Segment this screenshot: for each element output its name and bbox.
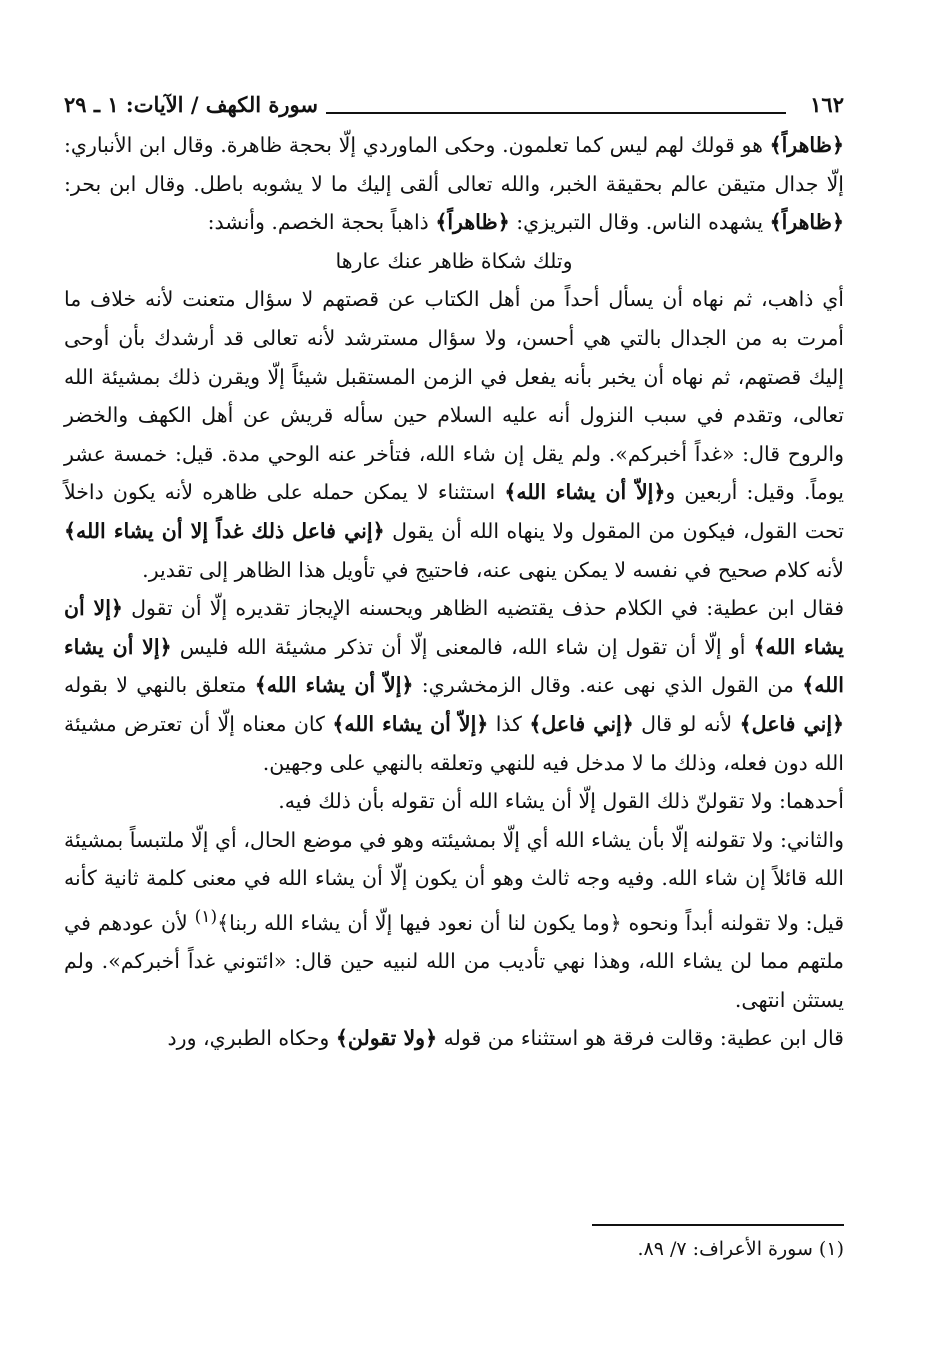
paragraph (64, 280, 844, 589)
paragraph (64, 821, 844, 1020)
quran-citation: ﴿ظاهراً﴾ (769, 210, 844, 235)
quran-citation: ﴿إلاّ أن يشاء الله﴾ (332, 711, 489, 736)
quran-citation: ﴿إلاّ أن يشاء الله﴾ (504, 480, 666, 505)
poetry-verse: وتلك شكاة ظاهر عنك عارها (335, 248, 573, 273)
text-run: من القول الذي نهى عنه. وقال الزمخشري: (413, 673, 803, 698)
text-run: أو إلّا أن تقول إن شاء الله، فالمعنى إلّا أن تذكر مشيئة الله فليس (171, 634, 754, 659)
paragraph (64, 126, 844, 242)
paragraph (64, 589, 844, 782)
text-run: ذاهباً بحجة الخصم. وأنشد: (207, 210, 436, 235)
text-run: والثاني: ولا تقولنه إلّا بأن يشاء الله أي إلّا بمشيئته وهو في موضع الحال، أي إلّا ملتبساً بمشيئة الله قائلاً إن شاء الله. وفيه وجه ثالث وهو أن يكون إلّا أن يشاء الله في معنى كلمة ثانية كأنه قيل: ولا تقولنه أبداً ونحوه (64, 827, 844, 935)
page-header (64, 88, 844, 122)
text-run: يشهده الناس. وقال التبريزي: (509, 210, 770, 235)
quran-citation: ﴿إلا أن يشاء الله﴾ (64, 634, 844, 698)
text-run: أحدهما: ولا تقولنّ ذلك القول إلّا أن يشاء الله أن تقوله بأن ذلك فيه. (278, 789, 844, 814)
text-run: فقال ابن عطية: في الكلام حذف يقتضيه الظاهر ويحسنه الإيجاز تقديره إلّا أن تقول (122, 596, 844, 621)
body-text (64, 126, 844, 1058)
footnote-ref: (١) (194, 906, 218, 927)
quran-citation: ﴿إلا أن يشاء الله﴾ (64, 596, 844, 659)
header-rule (326, 112, 786, 114)
text-run: كذا (488, 711, 530, 736)
text-run: هو قولك لهم ليس كما تعلمون. وحكى الماوردي إلّا بحجة ظاهرة. وقال ابن الأنباري: إلّا جدال متيقن عالم بحقيقة الخبر، والله تعالى ألقى إليك ما لا يشوبه باطل. وقال ابن بحر: (64, 133, 844, 196)
quran-citation: ﴿ولا تقولن﴾ (335, 1026, 438, 1051)
text-run: استثناء لا يمكن حمله على ظاهره لأنه يكون داخلاً تحت القول، فيكون من المقول ولا ينهاه الله أن يقول (64, 480, 845, 543)
quran-citation: ﴿إني فاعل﴾ (529, 711, 634, 736)
page-number: ١٦٢ (810, 92, 844, 117)
text-run: لأن عودهم في ملتهم مما لن يشاء الله، وهذا نهي تأديب من الله لنبيه حين قال: «ائتوني غداً أخبركم». ولم يستثن انتهى. (64, 910, 844, 1012)
text-run: متعلق بالنهي لا بقوله (64, 673, 255, 698)
running-title: سورة الكهف / الآيات: ١ ـ ٢٩ (64, 92, 318, 117)
quran-citation: ﴿إني فاعل﴾ (739, 711, 845, 736)
text-run: ﴿وما يكون لنا أن نعود فيها إلّا أن يشاء الله ربنا﴾ (217, 910, 622, 935)
text-run: قال ابن عطية: وقالت فرقة هو استثناء من قوله (437, 1026, 844, 1051)
paragraph (64, 782, 844, 821)
footnote-separator (592, 1224, 844, 1226)
quran-citation: ﴿ظاهراً﴾ (769, 133, 844, 157)
quran-citation: ﴿ظاهراً﴾ (435, 210, 510, 235)
quran-citation: ﴿إني فاعل ذلك غداً إلا أن يشاء الله﴾ (64, 518, 385, 543)
quran-citation: ﴿إلاّ أن يشاء الله﴾ (254, 673, 414, 698)
paragraph (64, 1019, 844, 1058)
footnote: (١) سورة الأعراف: ٧/ ٨٩. (637, 1238, 844, 1260)
text-run: لأنه لو قال (633, 711, 740, 736)
text-run: أي ذاهب، ثم نهاه أن يسأل أحداً من أهل الكتاب عن قصتهم لا سؤال متعنت لأنه خلاف ما أمرت به من الجدال بالتي هي أحسن، ولا سؤال مسترشد لأنه تعالى قد أرشدك بأن أوحى إليك قصتهم، ثم نهاه أن يخبر بأنه يفعل في الزمن المستقبل شيئاً إلّا ويقرن ذلك بمشيئة الله تعالى، وتقدم في سبب النزول أنه عليه السلام حين سأله قريش عن أهل الكهف والخضر والروح قال: «غداً أخبركم». ولم يقل إن شاء الله، فتأخر عنه الوحي مدة. قيل: خمسة عشر يوماً. وقيل: أربعين و (64, 287, 844, 505)
text-run: لأنه كلام صحيح في نفسه لا يمكن ينهى عنه، فاحتيج في تأويل هذا الظاهر إلى تقدير. (142, 557, 844, 582)
text-run: كان معناه إلّا أن تعترض مشيئة الله دون فعله، وذلك ما لا مدخل فيه للنهي وتعلقه بالنهي على وجهين. (64, 711, 844, 775)
text-run: وحكاه الطبري، ورد (167, 1026, 336, 1051)
